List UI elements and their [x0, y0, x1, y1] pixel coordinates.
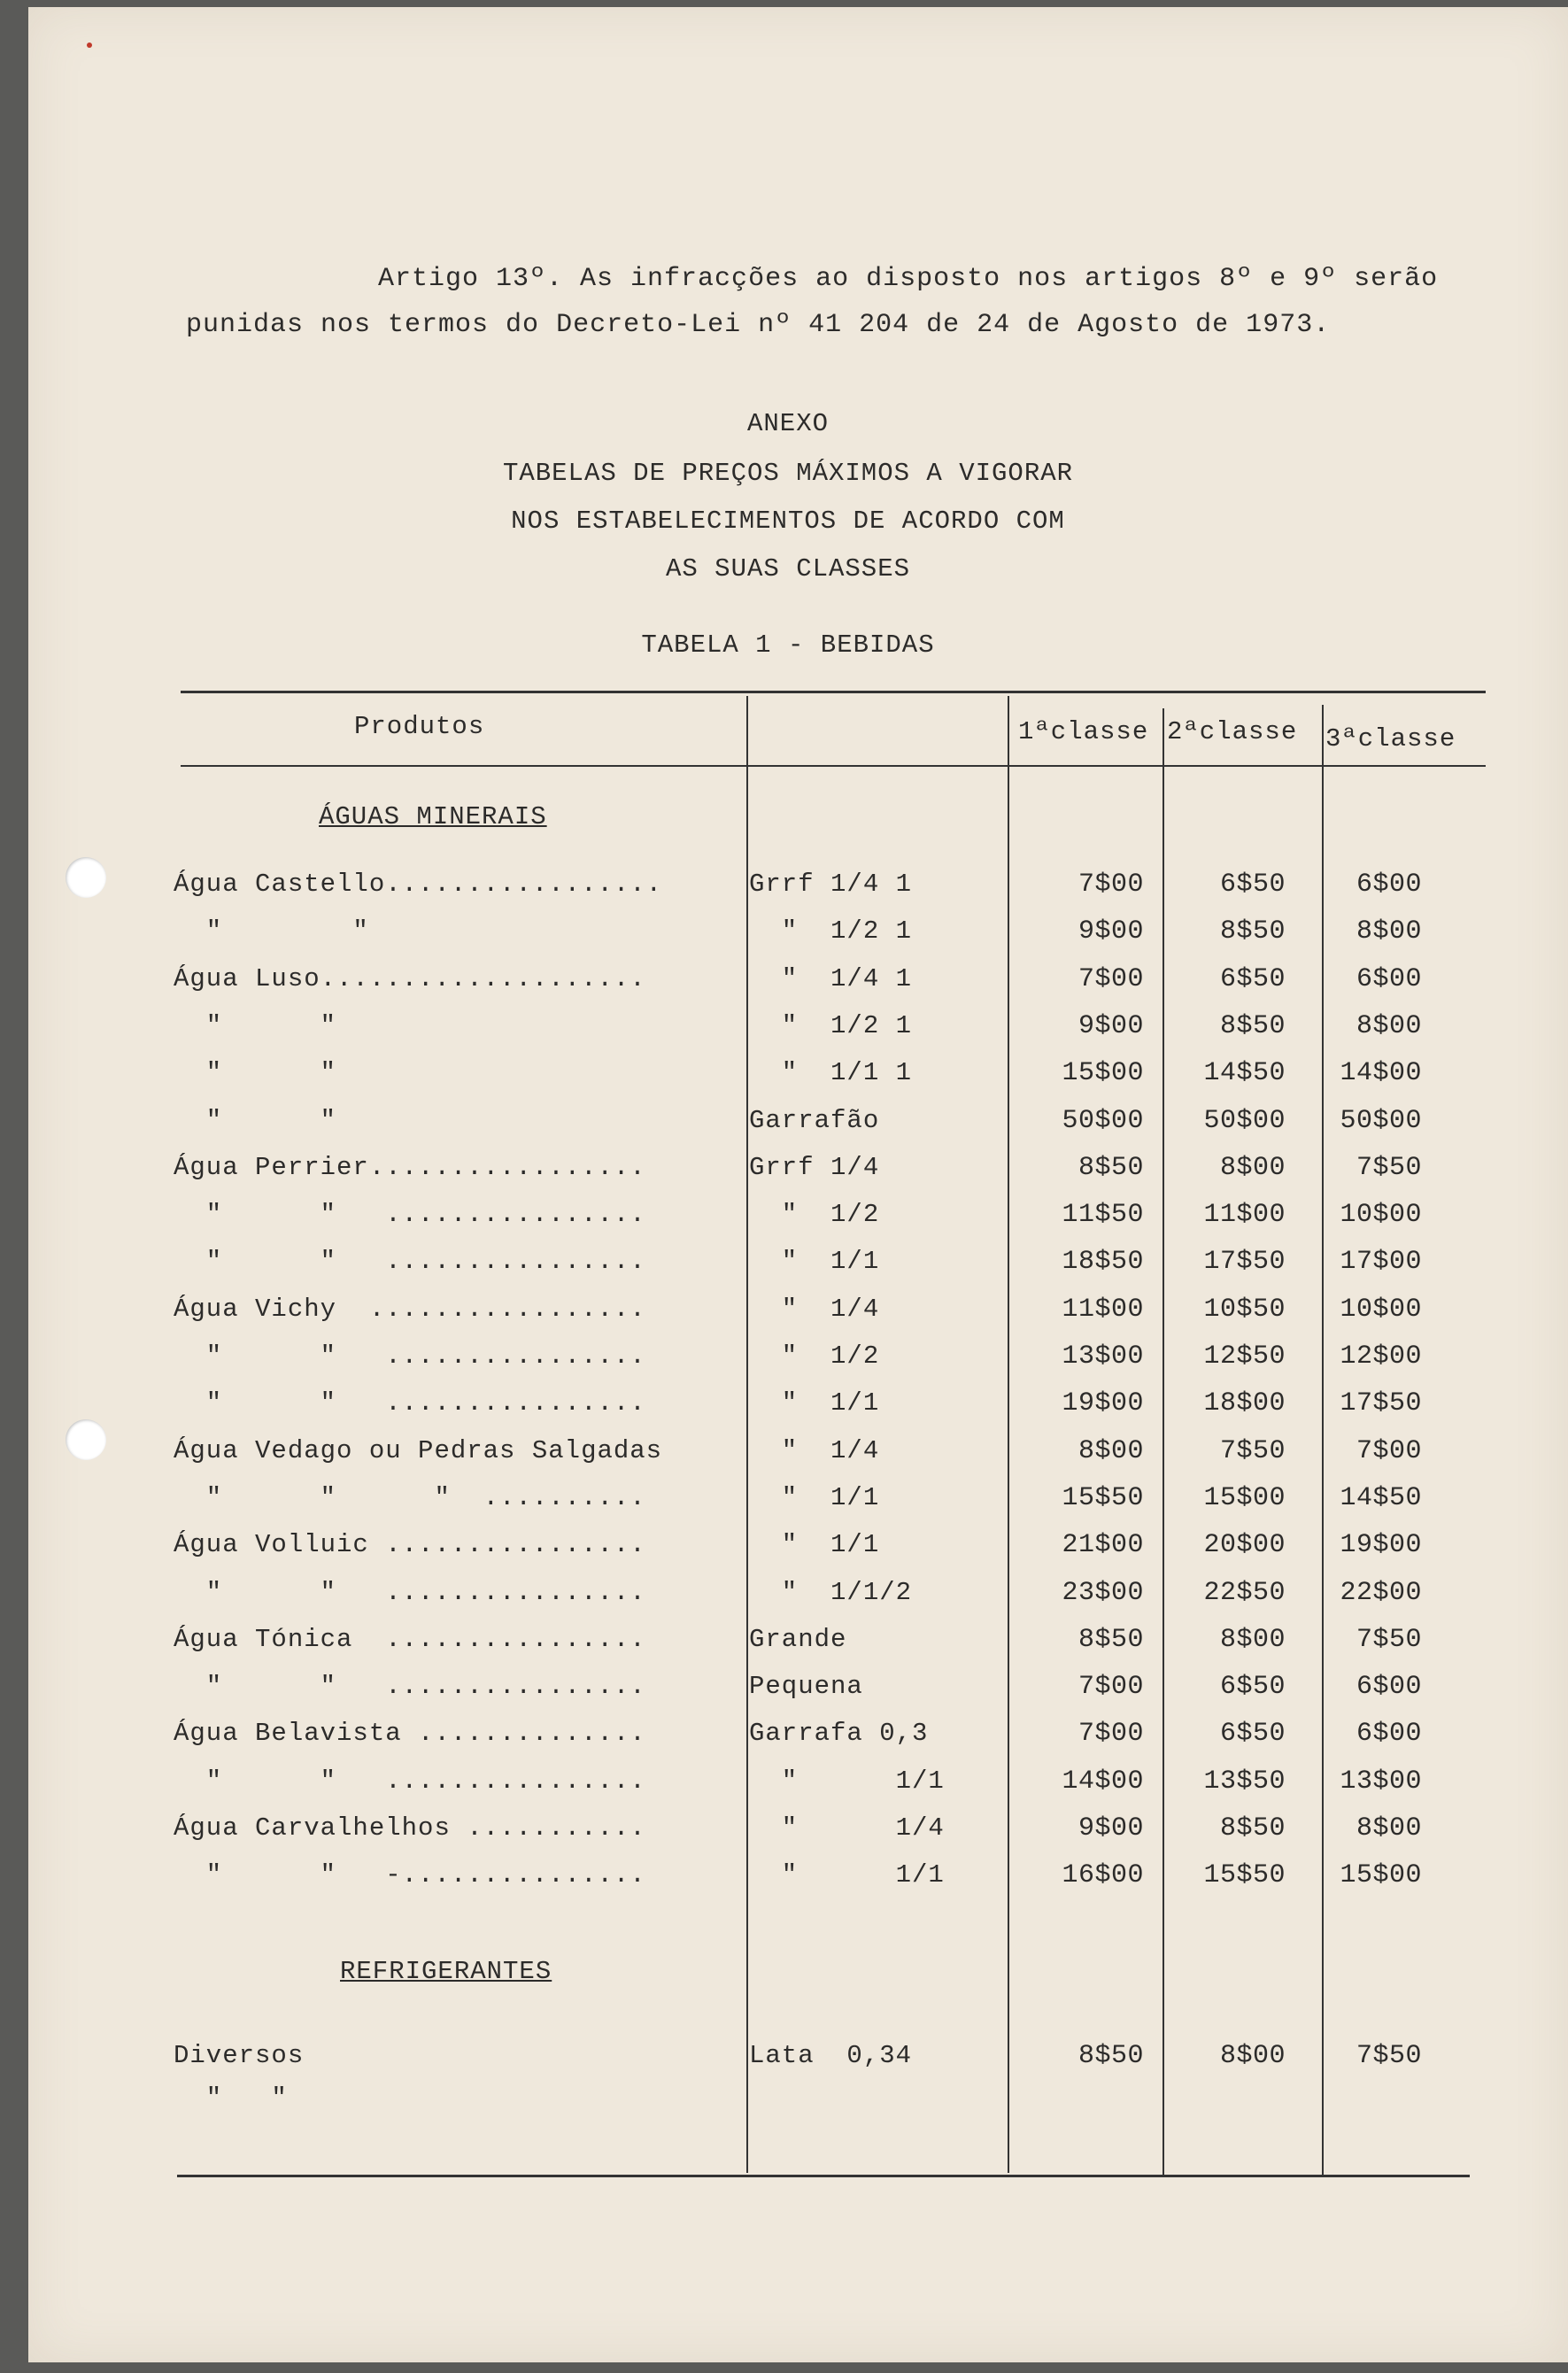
- document-page: [28, 7, 1568, 2362]
- row-price-class1: 18$50: [1062, 1247, 1144, 1278]
- row-price-class3: 10$00: [1340, 1200, 1422, 1231]
- punch-hole: [66, 857, 106, 898]
- row-price-class3: 50$00: [1340, 1105, 1422, 1136]
- row-price-class1: 7$00: [1078, 1719, 1144, 1750]
- row-container: Garrafa 0,3: [749, 1719, 929, 1749]
- column-divider-class1: [1162, 708, 1164, 2175]
- row-price-class3: 8$00: [1356, 1010, 1422, 1041]
- row-price-class1: 9$00: [1078, 1813, 1144, 1844]
- row-price-class3: 6$00: [1356, 963, 1422, 994]
- row-price-class2: 7$50: [1219, 1435, 1286, 1466]
- row-price-class1: 13$00: [1062, 1341, 1144, 1372]
- row-price-class2: 15$50: [1203, 1860, 1286, 1891]
- row-price-class2: 17$50: [1203, 1247, 1286, 1278]
- row-product: " " ................: [174, 1672, 646, 1702]
- table-title: TABELA 1 - BEBIDAS: [641, 630, 935, 660]
- row-price-class1: 8$50: [1078, 1624, 1144, 1655]
- row-price-class3: 7$00: [1356, 1435, 1422, 1466]
- row-product: " " " ..........: [174, 1482, 646, 1512]
- row-price-class1: 7$00: [1078, 963, 1144, 994]
- row-price-class1: 15$00: [1062, 1058, 1144, 1089]
- row-price-class2: 6$50: [1219, 870, 1286, 900]
- row-container: " 1/2 1: [749, 1010, 913, 1040]
- header-class-2: 2ªclasse: [1167, 717, 1298, 746]
- annex-title: ANEXO: [746, 409, 829, 438]
- ink-speck: [87, 43, 92, 48]
- row-price-class2: 10$50: [1203, 1294, 1286, 1325]
- row-price-class1: 50$00: [1062, 1105, 1144, 1136]
- row-price-class2: 8$50: [1219, 916, 1286, 947]
- row-price-class2: 8$00: [1219, 2041, 1286, 2071]
- row-price-class1: 15$50: [1062, 1482, 1144, 1513]
- row-price-class1: 11$50: [1062, 1200, 1144, 1231]
- row-price-class2: 8$00: [1219, 1624, 1286, 1655]
- row-price-class1: 23$00: [1062, 1577, 1144, 1608]
- row-product: Água Belavista ..............: [174, 1719, 646, 1749]
- row-container: " 1/4 1: [749, 963, 913, 993]
- row-price-class1: 8$50: [1078, 1152, 1144, 1183]
- column-divider-product: [746, 696, 748, 2173]
- row-container: " 1/1 1: [749, 1058, 913, 1088]
- row-price-class2: 13$50: [1203, 1766, 1286, 1797]
- row-price-class3: 15$00: [1340, 1860, 1422, 1891]
- row-product: Água Perrier.................: [174, 1152, 646, 1182]
- row-product: " ": [174, 1010, 337, 1040]
- annex-subtitle-1: TABELAS DE PREÇOS MÁXIMOS A VIGORAR: [502, 459, 1074, 488]
- row-price-class3: 7$50: [1356, 2041, 1422, 2071]
- row-price-class2: 20$00: [1203, 1530, 1286, 1561]
- article-line-2: punidas nos termos do Decreto-Lei nº 41 204 de 24 de Agosto de 1973.: [186, 310, 1331, 340]
- row-price-class3: 12$00: [1340, 1341, 1422, 1372]
- row-price-class1: 11$00: [1062, 1294, 1144, 1325]
- row-product: " " ................: [174, 1766, 646, 1796]
- row-container: " 1/2: [749, 1341, 880, 1371]
- row-price-class1: 8$00: [1078, 1435, 1144, 1466]
- row-price-class1: 7$00: [1078, 870, 1144, 900]
- header-products: Produtos: [354, 712, 485, 741]
- row-price-class1: 14$00: [1062, 1766, 1144, 1797]
- row-price-class3: 8$00: [1356, 1813, 1422, 1844]
- row-product: Água Luso....................: [174, 963, 646, 993]
- row-product: " " ................: [174, 1577, 646, 1607]
- row-container: " 1/1: [749, 1860, 945, 1890]
- row-price-class3: 17$00: [1340, 1247, 1422, 1278]
- row-price-class2: 6$50: [1219, 963, 1286, 994]
- row-price-class3: 6$00: [1356, 870, 1422, 900]
- row-container: " 1/1: [749, 1530, 880, 1560]
- row-container: " 1/2 1: [749, 916, 913, 947]
- header-class-1: 1ªclasse: [1018, 717, 1149, 746]
- row-price-class3: 6$00: [1356, 1672, 1422, 1703]
- row-price-class2: 15$00: [1203, 1482, 1286, 1513]
- row-container: " 1/1/2: [749, 1577, 913, 1607]
- row-price-class1: 8$50: [1078, 2041, 1144, 2071]
- row-price-class3: 7$50: [1356, 1152, 1422, 1183]
- annex-subtitle-2: NOS ESTABELECIMENTOS DE ACORDO COM: [511, 506, 1065, 536]
- row-price-class3: 22$00: [1340, 1577, 1422, 1608]
- row-price-class2: 12$50: [1203, 1341, 1286, 1372]
- row-price-class3: 13$00: [1340, 1766, 1422, 1797]
- row-product: " " ................: [174, 1200, 646, 1230]
- row-container: " 1/1: [749, 1388, 880, 1418]
- row-product: Água Tónica ................: [174, 1624, 646, 1654]
- row-container: Pequena: [749, 1672, 863, 1702]
- row-product: Água Castello.................: [174, 870, 663, 899]
- row-price-class2: 6$50: [1219, 1719, 1286, 1750]
- row-price-class2: 18$00: [1203, 1388, 1286, 1419]
- row-price-class3: 7$50: [1356, 1624, 1422, 1655]
- section-soft-drinks: REFRIGERANTES: [340, 1957, 552, 1986]
- row-container: " 1/4: [749, 1813, 945, 1843]
- row-product: Água Vedago ou Pedras Salgadas: [174, 1435, 663, 1465]
- row-product: Água Vichy .................: [174, 1294, 646, 1324]
- row-container: " 1/1: [749, 1247, 880, 1277]
- row-container: Garrafão: [749, 1105, 880, 1135]
- row-container: Grrf 1/4 1: [749, 870, 913, 899]
- row-container: " 1/4: [749, 1435, 880, 1465]
- row-product: " " -...............: [174, 1860, 646, 1890]
- row-price-class2: 8$00: [1219, 1152, 1286, 1183]
- row-price-class1: 16$00: [1062, 1860, 1144, 1891]
- row-container: Grrf 1/4: [749, 1152, 880, 1182]
- row-price-class1: 7$00: [1078, 1672, 1144, 1703]
- column-divider-class2: [1322, 705, 1324, 2175]
- row-product: " ": [174, 1058, 337, 1088]
- row-price-class2: 6$50: [1219, 1672, 1286, 1703]
- row-product: " " ................: [174, 1341, 646, 1371]
- row-product: Água Carvalhelhos ...........: [174, 1813, 646, 1843]
- row-container: Grande: [749, 1624, 847, 1654]
- row-price-class2: 8$50: [1219, 1813, 1286, 1844]
- row-container: " 1/1: [749, 1482, 880, 1512]
- row-container: Lata 0,34: [749, 2041, 913, 2070]
- table-top-border: [181, 691, 1486, 693]
- row-product: Água Volluic ................: [174, 1530, 646, 1560]
- row-price-class3: 6$00: [1356, 1719, 1422, 1750]
- row-product: " ": [174, 1105, 337, 1135]
- row-product: " " ................: [174, 1247, 646, 1277]
- row-price-class1: 19$00: [1062, 1388, 1144, 1419]
- row-price-class3: 14$50: [1340, 1482, 1422, 1513]
- row-price-class1: 9$00: [1078, 916, 1144, 947]
- table-bottom-border: [177, 2175, 1470, 2177]
- section-mineral-waters: ÁGUAS MINERAIS: [319, 802, 547, 831]
- row-price-class2: 8$50: [1219, 1010, 1286, 1041]
- row-price-class3: 14$00: [1340, 1058, 1422, 1089]
- row-container: " 1/2: [749, 1200, 880, 1230]
- row-price-class2: 14$50: [1203, 1058, 1286, 1089]
- row-container: " 1/1: [749, 1766, 945, 1796]
- table-header-border: [181, 765, 1486, 767]
- punch-hole: [66, 1419, 106, 1460]
- row-price-class2: 11$00: [1203, 1200, 1286, 1231]
- row-price-class2: 22$50: [1203, 1577, 1286, 1608]
- row-price-class1: 21$00: [1062, 1530, 1144, 1561]
- row-price-class3: 10$00: [1340, 1294, 1422, 1325]
- article-line-1: Artigo 13º. As infracções ao disposto nos artigos 8º e 9º serão: [378, 264, 1439, 294]
- row-price-class1: 9$00: [1078, 1010, 1144, 1041]
- header-class-3: 3ªclasse: [1325, 724, 1456, 754]
- row-product: " " ................: [174, 1388, 646, 1418]
- row-product: " ": [174, 2083, 288, 2113]
- row-product: Diversos: [174, 2041, 305, 2070]
- row-price-class3: 19$00: [1340, 1530, 1422, 1561]
- row-price-class3: 17$50: [1340, 1388, 1422, 1419]
- row-price-class2: 50$00: [1203, 1105, 1286, 1136]
- annex-subtitle-3: AS SUAS CLASSES: [665, 554, 911, 584]
- row-container: " 1/4: [749, 1294, 880, 1324]
- row-product: " ": [174, 916, 369, 947]
- row-price-class3: 8$00: [1356, 916, 1422, 947]
